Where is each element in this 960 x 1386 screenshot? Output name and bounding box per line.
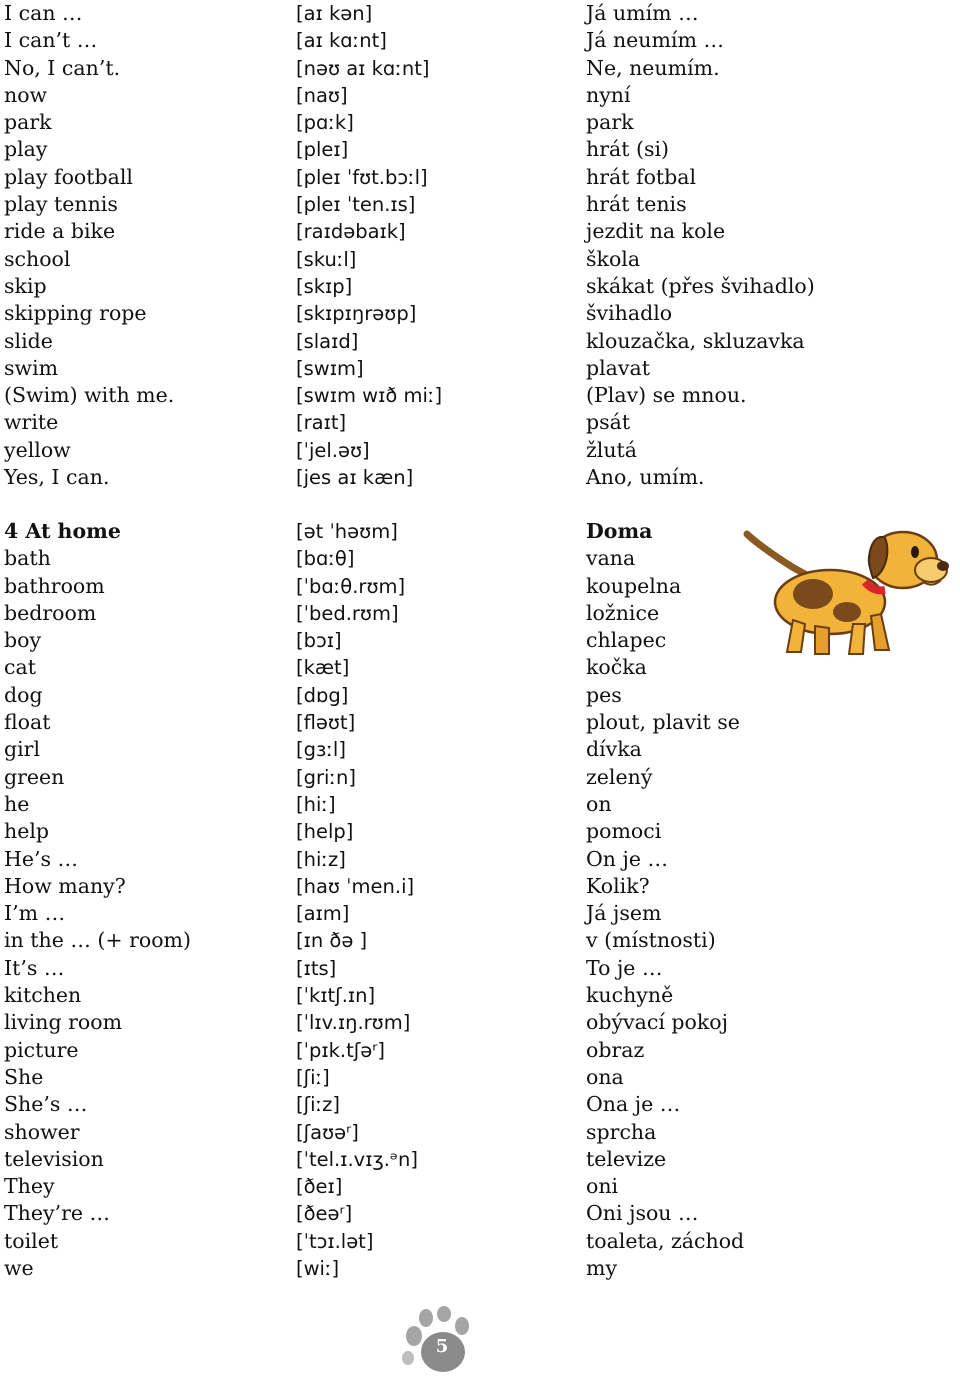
english-word: float — [4, 710, 51, 735]
czech-translation: ona — [586, 1064, 624, 1089]
czech-translation: Já neumím … — [586, 28, 724, 53]
vocabulary-row — [0, 382, 960, 409]
pronunciation: [fləʊt] — [296, 711, 356, 735]
english-word: skipping rope — [4, 301, 147, 326]
pronunciation: [pleɪ ˈfʊt.bɔːl] — [296, 165, 428, 189]
vocabulary-row — [0, 1064, 960, 1091]
vocabulary-row — [0, 82, 960, 109]
czech-translation: on — [586, 791, 612, 816]
pronunciation: [swɪm] — [296, 356, 364, 380]
english-word: in the … (+ room) — [4, 928, 191, 953]
vocabulary-row — [0, 1173, 960, 1200]
page-number: 5 — [435, 1336, 449, 1357]
czech-translation: (Plav) se mnou. — [586, 383, 747, 408]
english-word: park — [4, 110, 52, 135]
pronunciation: [ðeəʳ] — [296, 1202, 353, 1226]
czech-translation: kuchyně — [586, 983, 674, 1008]
vocabulary-row — [0, 1091, 960, 1118]
pronunciation: [dɒg] — [296, 683, 349, 707]
english-word: kitchen — [4, 983, 82, 1008]
czech-translation: hrát fotbal — [586, 164, 697, 189]
pronunciation: [skɪpɪŋrəʊp] — [296, 302, 417, 326]
english-word: They — [4, 1174, 55, 1199]
english-word: slide — [4, 328, 53, 353]
vocabulary-row — [0, 709, 960, 736]
pronunciation: [ɪn ðə ] — [296, 929, 368, 953]
english-word: I’m … — [4, 901, 66, 926]
vocabulary-row — [0, 791, 960, 818]
czech-translation: škola — [586, 246, 641, 271]
vocabulary-row — [0, 1146, 960, 1173]
vocabulary-row — [0, 109, 960, 136]
czech-translation: park — [586, 110, 634, 135]
vocabulary-row — [0, 218, 960, 245]
czech-translation: hrát tenis — [586, 192, 687, 217]
vocabulary-row — [0, 682, 960, 709]
czech-translation: v (místnosti) — [586, 928, 716, 953]
vocabulary-row — [0, 1119, 960, 1146]
pronunciation: [ðeɪ] — [296, 1175, 343, 1199]
english-word: girl — [4, 737, 41, 762]
english-word: television — [4, 1146, 104, 1171]
vocabulary-row — [0, 355, 960, 382]
czech-translation: On je … — [586, 846, 669, 871]
pronunciation: [raɪt] — [296, 411, 347, 435]
czech-translation: kočka — [586, 655, 647, 680]
english-word: I can’t … — [4, 28, 98, 53]
english-word: shower — [4, 1119, 80, 1144]
vocabulary-row — [0, 873, 960, 900]
dog-illustration — [735, 512, 960, 662]
czech-translation: Já jsem — [586, 901, 662, 926]
vocabulary-row — [0, 136, 960, 163]
english-word: we — [4, 1256, 34, 1281]
vocabulary-row — [0, 818, 960, 845]
pronunciation: [bɔɪ] — [296, 629, 342, 653]
pronunciation: [slaɪd] — [296, 329, 359, 353]
vocabulary-row — [0, 273, 960, 300]
pronunciation: [ʃaʊəʳ] — [296, 1120, 359, 1144]
pronunciation: [aɪm] — [296, 902, 350, 926]
vocabulary-row — [0, 764, 960, 791]
section-heading-english: 4 At home — [4, 519, 121, 543]
czech-translation: dívka — [586, 737, 642, 762]
czech-translation: Ano, umím. — [586, 465, 705, 490]
pronunciation: [jes aɪ kæn] — [296, 466, 414, 490]
czech-translation: pes — [586, 682, 622, 707]
vocabulary-row — [0, 300, 960, 327]
english-word: play football — [4, 164, 133, 189]
czech-translation: psát — [586, 410, 631, 435]
english-word: She — [4, 1064, 44, 1089]
vocabulary-row — [0, 1037, 960, 1064]
czech-translation: skákat (přes švihadlo) — [586, 273, 815, 298]
pronunciation: [hiː] — [296, 792, 336, 816]
english-word: Yes, I can. — [4, 465, 110, 490]
czech-translation: pomoci — [586, 819, 662, 844]
czech-translation: my — [586, 1256, 618, 1281]
english-word: play tennis — [4, 192, 118, 217]
english-word: swim — [4, 355, 59, 380]
english-word: No, I can’t. — [4, 55, 121, 80]
vocabulary-row — [0, 846, 960, 873]
czech-translation: žlutá — [586, 437, 638, 462]
english-word: He’s … — [4, 846, 79, 871]
pronunciation: [ˈlɪv.ɪŋ.rʊm] — [296, 1011, 411, 1035]
czech-translation: Kolik? — [586, 873, 650, 898]
english-word: help — [4, 819, 50, 844]
czech-translation: plout, plavit se — [586, 710, 740, 735]
section-heading-czech: Doma — [586, 519, 653, 543]
pronunciation: [ˈpɪk.tʃəʳ] — [296, 1038, 385, 1062]
english-word: ride a bike — [4, 219, 116, 244]
english-word: She’s … — [4, 1092, 88, 1117]
czech-translation: jezdit na kole — [586, 219, 726, 244]
english-word: dog — [4, 682, 43, 707]
english-word: boy — [4, 628, 42, 653]
czech-translation: plavat — [586, 355, 650, 380]
pronunciation: [help] — [296, 820, 354, 844]
czech-translation: Ona je … — [586, 1092, 681, 1117]
english-word: How many? — [4, 873, 126, 898]
pronunciation: [wiː] — [296, 1257, 340, 1281]
czech-translation: klouzačka, skluzavka — [586, 328, 805, 353]
czech-translation: Oni jsou … — [586, 1201, 699, 1226]
pronunciation: [skɪp] — [296, 274, 353, 298]
pronunciation: [nəʊ aɪ kɑːnt] — [296, 56, 430, 80]
english-word: bedroom — [4, 600, 97, 625]
vocabulary-row — [0, 736, 960, 763]
pronunciation: [aɪ kɑːnt] — [296, 29, 387, 53]
czech-translation: Já umím … — [586, 1, 699, 25]
vocabulary-row — [0, 191, 960, 218]
english-word: yellow — [4, 437, 71, 462]
czech-translation: hrát (si) — [586, 137, 670, 162]
vocabulary-row — [0, 55, 960, 82]
czech-translation: obývací pokoj — [586, 1010, 728, 1035]
english-word: (Swim) with me. — [4, 383, 175, 408]
pronunciation: [ˈbɑːθ.rʊm] — [296, 574, 406, 598]
vocabulary-row — [0, 246, 960, 273]
section-heading-pronunciation: [ət ˈhəʊm] — [296, 520, 398, 543]
vocabulary-row — [0, 982, 960, 1009]
english-word: living room — [4, 1010, 123, 1035]
english-word: now — [4, 82, 48, 107]
vocabulary-row — [0, 1228, 960, 1255]
pronunciation: [ˈjel.əʊ] — [296, 438, 370, 462]
english-word: write — [4, 410, 59, 435]
pronunciation: [ɪts] — [296, 956, 337, 980]
english-word: bathroom — [4, 573, 105, 598]
english-word: bath — [4, 546, 51, 571]
pronunciation: [skuːl] — [296, 247, 357, 271]
english-word: school — [4, 246, 71, 271]
pronunciation: [naʊ] — [296, 83, 348, 107]
pronunciation: [pleɪ] — [296, 138, 349, 162]
english-word: toilet — [4, 1228, 59, 1253]
page-footer — [398, 1306, 478, 1382]
vocabulary-row — [0, 1200, 960, 1227]
english-word: picture — [4, 1037, 79, 1062]
english-word: play — [4, 137, 48, 162]
english-word: They’re … — [4, 1201, 111, 1226]
vocabulary-row — [0, 1255, 960, 1282]
pronunciation: [ˈtɔɪ.lət] — [296, 1229, 374, 1253]
pronunciation: [ˈtel.ɪ.vɪʒ.ᵊn] — [296, 1147, 419, 1171]
czech-translation: To je … — [586, 955, 663, 980]
vocabulary-row — [0, 464, 960, 491]
pronunciation: [pleɪ ˈten.ɪs] — [296, 193, 416, 217]
czech-translation: nyní — [586, 82, 631, 107]
vocabulary-row — [0, 1009, 960, 1036]
vocabulary-row — [0, 0, 960, 27]
pronunciation: [ʃiːz] — [296, 1093, 340, 1117]
pronunciation: [swɪm wɪð miː] — [296, 384, 443, 408]
pronunciation: [ˈbed.rʊm] — [296, 601, 399, 625]
vocabulary-row — [0, 328, 960, 355]
czech-translation: toaleta, záchod — [586, 1228, 745, 1253]
czech-translation: oni — [586, 1174, 619, 1199]
czech-translation: švihadlo — [586, 301, 673, 326]
czech-translation: zelený — [586, 764, 653, 789]
pronunciation: [aɪ kən] — [296, 2, 373, 25]
english-word: cat — [4, 655, 36, 680]
czech-translation: vana — [586, 546, 636, 571]
pronunciation: [kæt] — [296, 656, 350, 680]
english-word: skip — [4, 273, 47, 298]
pronunciation: [griːn] — [296, 765, 356, 789]
pronunciation: [ʃiː] — [296, 1065, 330, 1089]
vocabulary-section-1 — [0, 0, 960, 491]
vocabulary-row — [0, 409, 960, 436]
pronunciation: [pɑːk] — [296, 111, 354, 135]
vocabulary-row — [0, 955, 960, 982]
english-word: I can … — [4, 1, 83, 25]
czech-translation: obraz — [586, 1037, 645, 1062]
czech-translation: televize — [586, 1146, 667, 1171]
vocabulary-row — [0, 164, 960, 191]
czech-translation: ložnice — [586, 600, 660, 625]
vocabulary-row — [0, 437, 960, 464]
pronunciation: [bɑːθ] — [296, 547, 355, 571]
vocabulary-row — [0, 900, 960, 927]
pronunciation: [raɪdəbaɪk] — [296, 220, 406, 244]
pronunciation: [hiːz] — [296, 847, 346, 871]
vocabulary-row — [0, 27, 960, 54]
english-word: It’s … — [4, 955, 65, 980]
english-word: green — [4, 764, 65, 789]
czech-translation: chlapec — [586, 628, 667, 653]
pronunciation: [ˈkɪtʃ.ɪn] — [296, 984, 376, 1008]
vocabulary-row — [0, 927, 960, 954]
czech-translation: Ne, neumím. — [586, 55, 720, 80]
czech-translation: sprcha — [586, 1119, 657, 1144]
pronunciation: [gɜːl] — [296, 738, 346, 762]
pronunciation: [haʊ ˈmen.i] — [296, 874, 415, 898]
czech-translation: koupelna — [586, 573, 682, 598]
english-word: he — [4, 791, 30, 816]
